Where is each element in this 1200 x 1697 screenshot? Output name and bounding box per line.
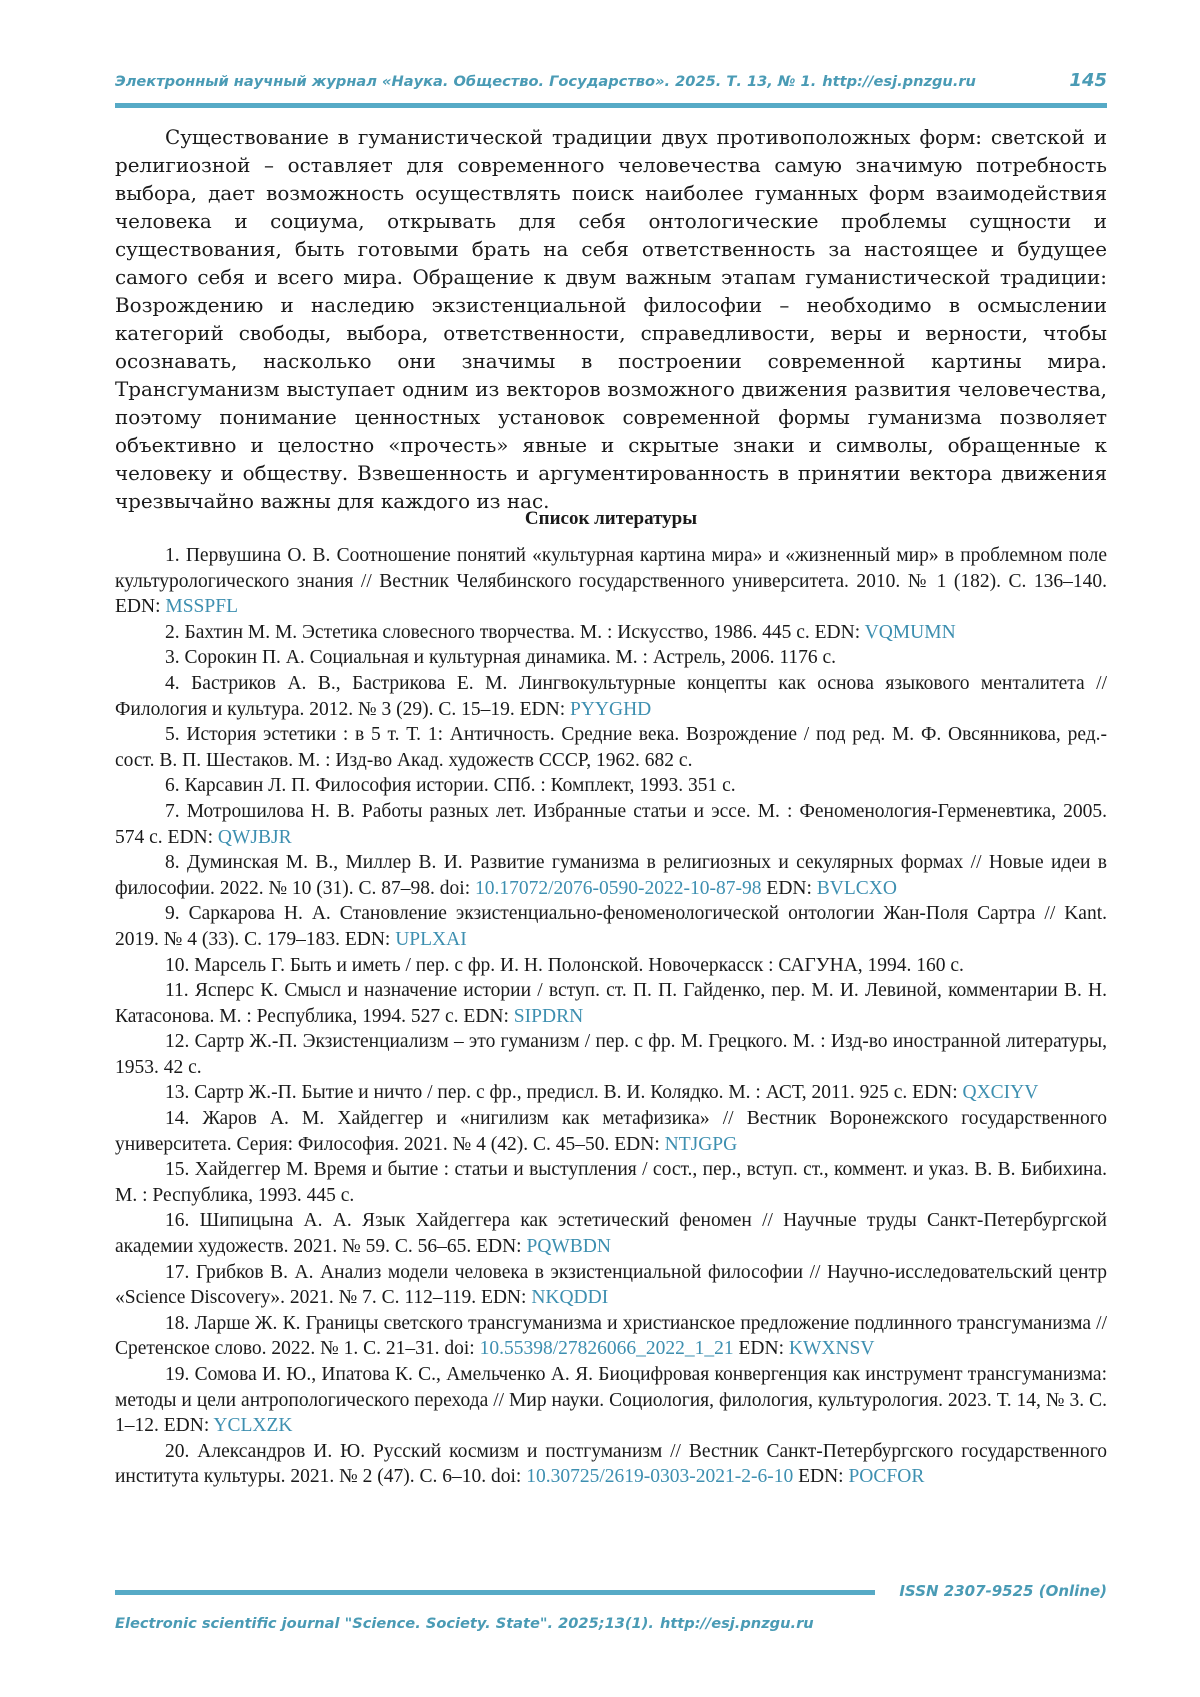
header-journal-line <box>115 73 995 90</box>
reference-link[interactable]: QWJBJR <box>217 826 292 848</box>
reference-item <box>115 799 1107 850</box>
reference-text: Жаров А. М. Хайдеггер и «нигилизм как метафизика» // Вестник Воронежского государственного университета. Серия: Философия. 2021. № 4 (42). С. 45–50. EDN: <box>115 1108 1108 1155</box>
reference-item <box>115 645 1107 671</box>
reference-item <box>115 773 1107 799</box>
reference-text: Грибков В. А. Анализ модели человека в экзистенциальной философии // Научно-исследовательский центр «Science Discovery». 2021. № 7. С. 112–119. EDN: <box>115 1261 1108 1309</box>
reference-text: Думинская М. В., Миллер В. И. Развитие гуманизма в религиозных и секулярных формах // Новые идеи в философии. 2022. № 10 (31). С. 87–98. doi: <box>115 852 1108 899</box>
reference-number: 18. <box>165 1312 190 1334</box>
page-number: 145 <box>1069 70 1107 91</box>
header-journal-title: Электронный научный журнал «Наука. Общество. Государство». 2025. Т. 13, № 1. <box>115 73 817 90</box>
reference-number: 20. <box>165 1440 190 1462</box>
reference-item <box>115 1311 1107 1362</box>
reference-number: 4. <box>165 672 180 694</box>
reference-link[interactable]: SIPDRN <box>513 1005 584 1027</box>
reference-number: 10. <box>165 954 190 976</box>
reference-text: Первушина О. В. Соотношение понятий «культурная картина мира» и «жизненный мир» в проблемном поле культурологического знания // Вестник Челябинского государственного университета. 2010. № 1 (182). С. 136–140. EDN: <box>115 545 1108 618</box>
footer-journal-title: Electronic scientific journal "Science. Society. State". 2025;13(1). <box>115 1615 654 1632</box>
reference-item <box>115 978 1107 1029</box>
reference-text: Сомова И. Ю., Ипатова К. С., Амельченко А. Я. Биоцифровая конвергенция как инструмент трансгуманизма: методы и цели антропологического перехода // Мир науки. Социология, филология, культурология. 2023. Т. 14, № 3. С. 1–12. EDN: <box>115 1364 1107 1437</box>
reference-number: 6. <box>165 775 180 797</box>
reference-link[interactable]: NTJGPG <box>664 1133 738 1155</box>
reference-text: Хайдеггер М. Время и бытие : статьи и выступления / сост., пер., вступ. ст., коммент. и указ. В. В. Бибихина. М. : Республика, 1993. 445 с. <box>115 1159 1108 1206</box>
reference-item <box>115 1106 1107 1157</box>
reference-link[interactable]: UPLXAI <box>395 928 467 950</box>
reference-text: Сартр Ж.-П. Бытие и ничто / пер. с фр., предисл. В. И. Колядко. М. : АСТ, 2011. 925 с. EDN: <box>194 1082 963 1104</box>
header-url[interactable]: http://esj.pnzgu.ru <box>822 73 976 90</box>
reference-text: Мотрошилова Н. В. Работы разных лет. Избранные статьи и эссе. М. : Феноменология-Герменевтика, 2005. 574 с. EDN: <box>115 800 1107 848</box>
reference-tail: EDN: <box>761 877 817 899</box>
reference-link[interactable]: 10.30725/2619-0303-2021-2-6-10 <box>526 1466 794 1488</box>
reference-item <box>115 1157 1107 1208</box>
reference-number: 16. <box>165 1210 190 1232</box>
reference-number: 19. <box>165 1364 190 1385</box>
reference-link[interactable]: MSSPFL <box>165 596 239 618</box>
reference-item <box>115 620 1107 646</box>
reference-number: 12. <box>165 1031 190 1053</box>
reference-number: 9. <box>165 903 180 925</box>
reference-item <box>115 850 1107 901</box>
reference-link[interactable]: 10.17072/2076-0590-2022-10-87-98 <box>475 877 762 899</box>
footer-url[interactable]: http://esj.pnzgu.ru <box>659 1615 814 1632</box>
reference-number: 15. <box>165 1159 190 1181</box>
reference-number: 5. <box>165 724 180 746</box>
reference-link[interactable]: NKQDDI <box>531 1287 609 1309</box>
footer-rule <box>115 1590 875 1595</box>
reference-number: 8. <box>165 852 180 874</box>
footer-issn: ISSN 2307-9525 (Online) <box>899 1582 1107 1600</box>
reference-text: Александров И. Ю. Русский космизм и постгуманизм // Вестник Санкт-Петербургского государственного института культуры. 2021. № 2 (47). С. 6–10. doi: <box>115 1440 1107 1488</box>
header-rule <box>115 103 1107 108</box>
reference-item <box>115 543 1107 620</box>
reference-tail: EDN: <box>793 1466 849 1488</box>
reference-link[interactable]: PYYGHD <box>570 698 652 720</box>
reference-item <box>115 1208 1107 1259</box>
reference-link[interactable]: PQWBDN <box>526 1236 611 1258</box>
references-title: Список литературы <box>524 508 698 529</box>
reference-item <box>115 901 1107 952</box>
references-list <box>115 543 1107 1490</box>
reference-item <box>115 1080 1107 1106</box>
reference-link[interactable]: BVLCXO <box>816 877 897 899</box>
reference-tail: EDN: <box>733 1338 789 1360</box>
reference-number: 14. <box>165 1108 190 1130</box>
reference-link[interactable]: YCLXZK <box>213 1415 293 1437</box>
reference-text: Саркарова Н. А. Становление экзистенциально-феноменологической онтологии Жан-Поля Сартра // Kant. 2019. № 4 (33). С. 179–183. EDN: <box>115 903 1107 950</box>
reference-text: Сорокин П. А. Социальная и культурная динамика. М. : Астрель, 2006. 1176 с. <box>184 647 837 669</box>
reference-number: 2. <box>165 621 180 643</box>
reference-item <box>115 1029 1107 1080</box>
reference-item <box>115 1260 1107 1311</box>
reference-text: Бахтин М. М. Эстетика словесного творчества. М. : Искусство, 1986. 445 с. EDN: <box>184 621 865 643</box>
reference-text: Бастриков А. В., Бастрикова Е. М. Лингвокультурные концепты как основа языкового менталитета // Филология и культура. 2012. № 3 (29). С. 15–19. EDN: <box>115 672 1108 720</box>
reference-text: Сартр Ж.-П. Экзистенциализм – это гуманизм / пер. с фр. М. Грецкого. М. : Изд-во иностранной литературы, 1953. 42 с. <box>115 1031 1107 1078</box>
body-paragraph: Существование в гуманистической традиции двух противоположных форм: светской и религиозной – оставляет для современного человечества самую значимую потребность выбора, дает возможность осуществлять поиск наиболее гуманных форм взаимодействия человека и социума, открывать для себя онтологические проблемы сущности и существования, быть готовыми брать на себя ответственность за настоящее и будущее самого себя и всего мира. Обращение к двум важным этапам гуманистической традиции: Возрождению и наследию экзистенциальной философии – необходимо в осмыслении категорий свободы, выбора, ответственности, справедливости, веры и верности, чтобы осознавать, насколько они значимы в построении современной картины мира. Трансгуманизм выступает одним из векторов возможного движения развития человечества, поэтому понимание ценностных установок современной формы гуманизма позволяет объективно и целостно «прочесть» явные и скрытые знаки и символы, обращенные к человеку и обществу. Взвешенность и аргументированность в принятии вектора движения чрезвычайно важны для каждого из нас. <box>115 126 1107 513</box>
reference-item <box>115 1439 1107 1490</box>
reference-item <box>115 953 1107 979</box>
reference-number: 17. <box>165 1261 190 1283</box>
reference-link[interactable]: VQMUMN <box>864 621 956 643</box>
reference-link[interactable]: KWXNSV <box>788 1338 875 1360</box>
reference-text: Шипицына А. А. Язык Хайдеггера как эстетический феномен // Научные труды Санкт-Петербургской академии художеств. 2021. № 59. С. 56–65. EDN: <box>115 1210 1107 1258</box>
reference-text: Ларше Ж. К. Границы светского трансгуманизма и христианское предложение подлинного трансгуманизма // Сретенское слово. 2022. № 1. С. 21–31. doi: <box>115 1312 1108 1360</box>
reference-item <box>115 722 1107 773</box>
reference-text: Карсавин Л. П. Философия истории. СПб. : Комплект, 1993. 351 с. <box>184 775 736 797</box>
reference-text: Ясперс К. Смысл и назначение истории / вступ. ст. П. П. Гайденко, пер. М. И. Левиной, комментарии В. Н. Катасонова. М. : Республика, 1994. 527 с. EDN: <box>115 980 1108 1027</box>
reference-text: Марсель Г. Быть и иметь / пер. с фр. И. Н. Полонской. Новочеркасск : САГУНА, 1994. 160 с. <box>194 954 964 976</box>
reference-number: 13. <box>165 1082 190 1104</box>
reference-text: История эстетики : в 5 т. Т. 1: Античность. Средние века. Возрождение / под ред. М. Ф. Овсянникова, ред.-сост. В. П. Шестаков. М. : Изд-во Акад. художеств СССР, 1962. 682 с. <box>115 724 1108 771</box>
reference-number: 3. <box>165 647 180 669</box>
footer-journal-line <box>115 1615 814 1632</box>
reference-number: 11. <box>165 980 189 1002</box>
reference-item <box>115 671 1107 722</box>
reference-link[interactable]: 10.55398/27826066_2022_1_21 <box>479 1338 734 1360</box>
reference-item <box>115 1362 1107 1439</box>
reference-number: 7. <box>165 800 180 822</box>
reference-link[interactable]: QXCIYV <box>962 1082 1039 1104</box>
reference-link[interactable]: POCFOR <box>848 1466 925 1488</box>
reference-number: 1. <box>165 545 180 566</box>
